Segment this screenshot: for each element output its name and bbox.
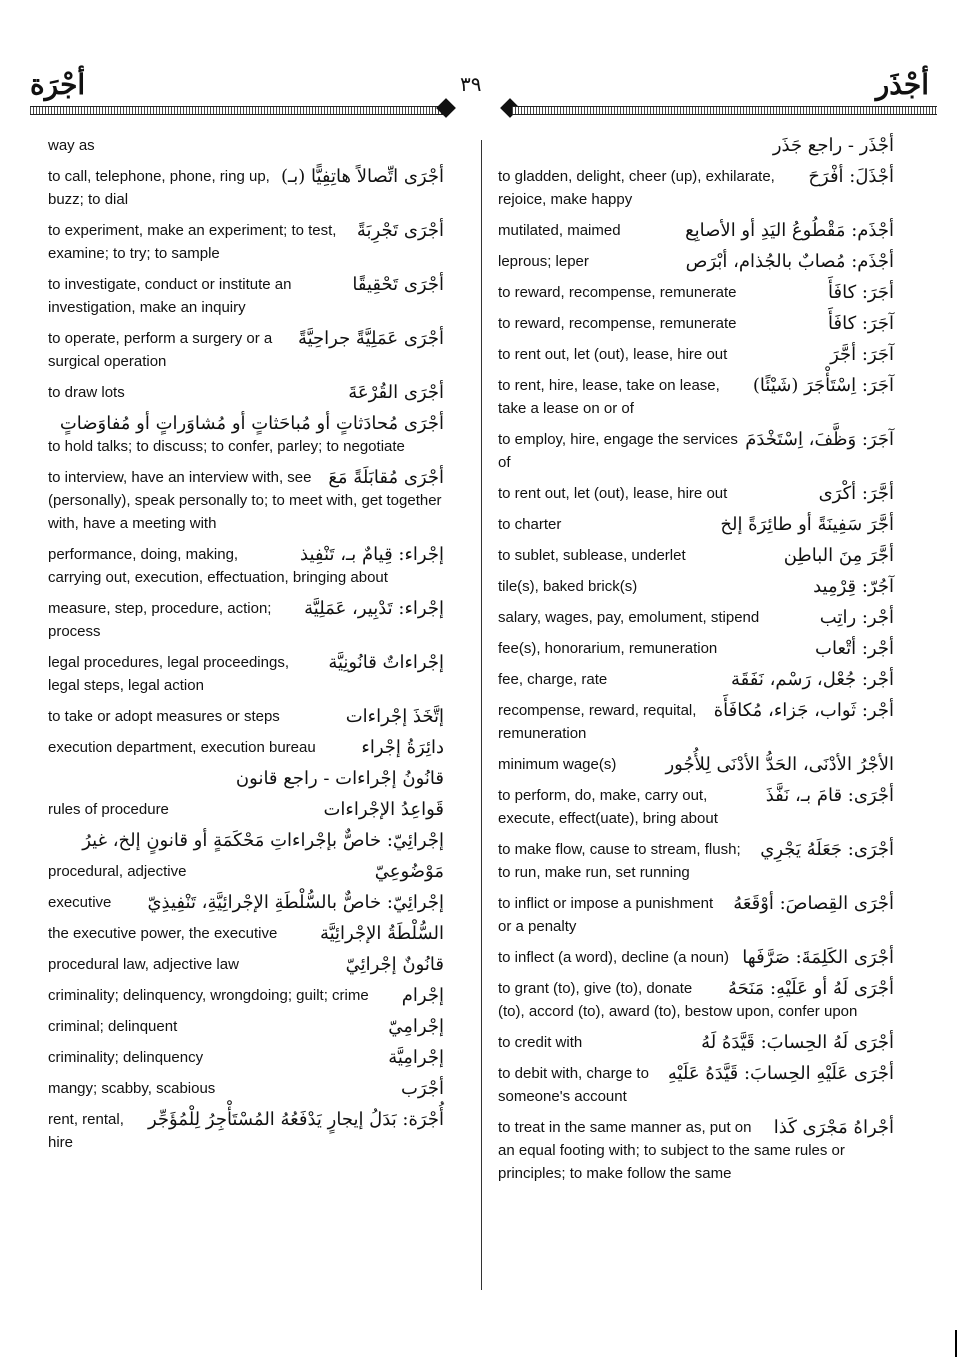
dictionary-entry: [48, 829, 444, 852]
arabic-headword: آجُرّ: قِرْمِيد: [813, 576, 894, 597]
header-rule-right: [512, 106, 937, 115]
arabic-headword: أجَّرَ سَفِينَةً أو طائِرَةً إلخ: [720, 514, 894, 535]
dictionary-entry: [498, 513, 894, 536]
arabic-headword: أجْرَى لَهُ الحِسابَ: قَيَّدَهُ لَهُ: [701, 1032, 894, 1053]
arabic-headword: إجْرامِيّ: [388, 1016, 444, 1037]
dictionary-entry: [498, 892, 894, 938]
english-definition: to operate, perform a surgery or a surgical operation: [48, 330, 273, 370]
right-column: [498, 134, 894, 1193]
arabic-headword: أجْر: ثَواب، جَزاء، مُكافَأَة: [713, 700, 894, 721]
arabic-headword: أجْرَى عَلَيْهِ الحِسابَ: قَيَّدَهُ عَلَيْهِ: [667, 1063, 894, 1084]
english-definition: rules of procedure: [48, 801, 169, 818]
dictionary-entry: [48, 651, 444, 697]
dictionary-entry: [48, 543, 444, 589]
left-column: [48, 134, 444, 1162]
arabic-headword: أجْرَى تَجْرِبَةً: [356, 220, 444, 241]
arabic-headword: أجْرَى الكَلِمَةَ: صَرَّفَها: [742, 947, 894, 968]
dictionary-entry: [498, 1116, 894, 1185]
arabic-headword: أجْرَى مُقابَلَةً مَعَ: [328, 467, 444, 488]
page-number: ٣٩: [460, 72, 482, 96]
dictionary-entry: [48, 736, 444, 759]
english-definition: to rent out, let (out), lease, hire out: [498, 485, 728, 502]
english-definition: to inflict or impose a punishment or a penalty: [498, 895, 714, 935]
arabic-headword: إتَّخَذَ إجْراءات: [345, 706, 444, 727]
arabic-headword: أجْرَى مُحادَثاتٍ أو مُباحَثاتٍ أو مُشاوَراتٍ أو مُفاوَضاتٍ: [59, 413, 444, 434]
english-definition: to draw lots: [48, 384, 125, 401]
english-definition: to experiment, make an experiment; to test, examine; to try; to sample: [48, 222, 337, 262]
english-definition: to rent, hire, lease, take on lease, take a lease on or of: [498, 377, 720, 417]
english-definition: the executive power, the executive: [48, 925, 278, 942]
english-definition: to inflect (a word), decline (a noun): [498, 949, 729, 966]
dictionary-entry: [48, 1046, 444, 1069]
english-definition: fee, charge, rate: [498, 671, 608, 688]
dictionary-entry: [48, 165, 444, 211]
english-definition: rent, rental, hire: [48, 1111, 124, 1151]
dictionary-entry: [48, 860, 444, 883]
dictionary-entry: [48, 705, 444, 728]
english-definition: executive: [48, 894, 112, 911]
header-left-word: أجْرَة: [30, 68, 86, 101]
arabic-headword: إجْراءاتٌ قانُونِيَّة: [328, 652, 444, 673]
dictionary-entry: [498, 219, 894, 242]
english-definition: to employ, hire, engage the services of: [498, 431, 738, 471]
arabic-headword: مَوْضُوعِيّ: [374, 861, 444, 882]
arabic-headword: أجْر: راتِب: [819, 607, 894, 628]
arabic-headword: إجْرام: [401, 985, 444, 1006]
arabic-headword: أجْر: جُعْل، رَسْم، نَفَقَة: [731, 669, 894, 690]
english-definition: criminality; delinquency: [48, 1049, 204, 1066]
english-definition: to credit with: [498, 1034, 583, 1051]
arabic-headword: أجْرَى اتِّصالاً هاتِفِيًّا (بـ): [280, 166, 444, 187]
english-definition: salary, wages, pay, emolument, stipend: [498, 609, 760, 626]
arabic-headword: أجْرَب: [400, 1078, 444, 1099]
arabic-headword: دائِرَةُ إجْراء: [361, 737, 444, 758]
english-definition: to interview, have an interview with, see (personally), speak personally to; to meet with, get together with, have a meeting with: [48, 469, 442, 532]
arabic-headword: إجْرائِيّ: خاصٌّ بالسُّلْطَةِ الإجْرائِيَّةِ، تَنْفِيذِيّ: [147, 892, 444, 913]
english-definition: to grant (to), give (to), donate (to), accord (to), award (to), bestow upon, confer upon: [498, 980, 858, 1020]
dictionary-entry: [48, 767, 444, 790]
dictionary-entry: [498, 374, 894, 420]
arabic-headword: أجْرَى لَهُ أو عَلَيْهِ: مَنَحَهُ: [727, 978, 894, 999]
dictionary-entry: [48, 891, 444, 914]
dictionary-entry: [498, 668, 894, 691]
dictionary-entry: [498, 134, 894, 157]
dictionary-entry: [48, 327, 444, 373]
english-definition: to hold talks; to discuss; to confer, parley; to negotiate: [48, 438, 405, 455]
arabic-headword: أجْرَى: قامَ بـ، نَفَّذَ: [765, 785, 894, 806]
english-definition: performance, doing, making, carrying out, execution, effectuation, bringing about: [48, 546, 388, 586]
arabic-headword: أجْرَى عَمَلِيَّةً جراحِيَّةً: [297, 328, 444, 349]
arabic-headword: أجْذَم: مَقْطُوعُ اليَدِ أو الأصابِع: [685, 220, 894, 241]
arabic-headword: الأجْرُ الأدْنَى، الحَدُّ الأدْنَى لِلأُجُور: [665, 754, 894, 775]
dictionary-entry: [498, 784, 894, 830]
arabic-headword: أجَّرَ مِنَ الباطِن: [783, 545, 894, 566]
english-definition: to make flow, cause to stream, flush; to run, make run, set running: [498, 841, 741, 881]
dictionary-entry: [48, 134, 444, 157]
dictionary-entry: [48, 597, 444, 643]
arabic-headword: آجَرَ: اِسْتَأْجَرَ (شَيْئًا): [752, 375, 894, 396]
dictionary-entry: [48, 466, 444, 535]
english-definition: fee(s), honorarium, remuneration: [498, 640, 718, 657]
dictionary-entry: [498, 165, 894, 211]
english-definition: criminal; delinquent: [48, 1018, 178, 1035]
dictionary-entry: [498, 838, 894, 884]
arabic-headword: أجْذَم: مُصابٌ بالجُذام، أبْرَص: [685, 251, 894, 272]
dictionary-entry: [48, 412, 444, 458]
dictionary-entry: [498, 544, 894, 567]
dictionary-entry: [48, 1108, 444, 1154]
dictionary-entry: [48, 984, 444, 1007]
english-definition: leprous; leper: [498, 253, 589, 270]
arabic-headword: قَواعِدُ الإجْراءات: [323, 799, 444, 820]
dictionary-entry: [498, 343, 894, 366]
dictionary-entry: [498, 281, 894, 304]
english-definition: to rent out, let (out), lease, hire out: [498, 346, 728, 363]
arabic-headword: أجْراهُ مَجْرَى كَذا: [773, 1117, 894, 1138]
english-definition: to sublet, sublease, underlet: [498, 547, 686, 564]
english-definition: mangy; scabby, scabious: [48, 1080, 216, 1097]
arabic-headword: آجَرَ: أجَّرَ: [830, 344, 894, 365]
dictionary-entry: [498, 428, 894, 474]
dictionary-entry: [498, 312, 894, 335]
dictionary-entry: [48, 798, 444, 821]
header-right-word: أجْذَر: [875, 68, 929, 101]
english-definition: tile(s), baked brick(s): [498, 578, 638, 595]
dictionary-entry: [498, 250, 894, 273]
arabic-headword: أجْرَى القُرْعَةَ: [348, 382, 444, 403]
arabic-headword: آجَرَ: كافَأَ: [828, 313, 894, 334]
english-definition: to call, telephone, phone, ring up, buzz; to dial: [48, 168, 270, 208]
arabic-headword: أجَّرَ: أكْرَى: [818, 483, 894, 504]
english-definition: to debit with, charge to someone's account: [498, 1065, 649, 1105]
english-definition: execution department, execution bureau: [48, 739, 316, 756]
english-definition: to take or adopt measures or steps: [48, 708, 280, 725]
arabic-headword: أجَرَ: كافَأَ: [828, 282, 894, 303]
dictionary-entry: [498, 1062, 894, 1108]
arabic-headword: السُّلْطَةُ الإجْرائِيَّة: [319, 923, 444, 944]
column-divider: [481, 140, 482, 1290]
english-definition: mutilated, maimed: [498, 222, 621, 239]
dictionary-entry: [48, 1015, 444, 1038]
dictionary-entry: [498, 946, 894, 969]
dictionary-entry: [498, 575, 894, 598]
arabic-headword: أجْرَى تَحْقِيقًا: [352, 274, 444, 295]
dictionary-entry: [498, 977, 894, 1023]
dictionary-entry: [48, 219, 444, 265]
dictionary-entry: [498, 482, 894, 505]
dictionary-entry: [498, 699, 894, 745]
arabic-headword: أجْذَلَ: أفْرَحَ: [808, 166, 894, 187]
english-definition: to reward, recompense, remunerate: [498, 284, 737, 301]
header-rule-left: [30, 106, 445, 115]
arabic-headword: أجْر: أتْعاب: [815, 638, 894, 659]
arabic-headword: أجْذَر - راجع جَذَر: [772, 135, 894, 156]
english-definition: to perform, do, make, carry out, execute, effect(uate), bring about: [498, 787, 718, 827]
dictionary-entry: [48, 273, 444, 319]
english-definition: minimum wage(s): [498, 756, 617, 773]
dictionary-entry: [498, 606, 894, 629]
dictionary-entry: [498, 637, 894, 660]
arabic-headword: إجْراء: قِيامٌ بـ، تَنْفِيذ: [300, 544, 444, 565]
english-definition: to reward, recompense, remunerate: [498, 315, 737, 332]
english-definition: to gladden, delight, cheer (up), exhilarate, rejoice, make happy: [498, 168, 775, 208]
english-definition: legal procedures, legal proceedings, legal steps, legal action: [48, 654, 289, 694]
dictionary-entry: [48, 1077, 444, 1100]
dictionary-entry: [48, 381, 444, 404]
english-definition: criminality; delinquency, wrongdoing; guilt; crime: [48, 987, 369, 1004]
arabic-headword: أُجْرَة: بَدَلُ إيجارٍ يَدْفَعُهُ المُسْتَأْجِرُ لِلْمُؤَجِّر: [147, 1109, 444, 1130]
arabic-headword: إجْراء: تَدْبِير، عَمَلِيَّة: [304, 598, 444, 619]
arabic-headword: آجَرَ: وَظَّفَ، اِسْتَخْدَمَ: [745, 429, 894, 450]
english-definition: procedural law, adjective law: [48, 956, 239, 973]
arabic-headword: إجْرامِيَّة: [388, 1047, 444, 1068]
dictionary-entry: [48, 953, 444, 976]
arabic-headword: قانُونُ إجْراءات - راجع قانون: [235, 768, 444, 789]
dictionary-entry: [498, 1031, 894, 1054]
dictionary-entry: [498, 753, 894, 776]
english-definition: recompense, reward, requital, remuneration: [498, 702, 697, 742]
english-definition: way as: [48, 137, 95, 154]
english-definition: to charter: [498, 516, 562, 533]
arabic-headword: إجْرائِيّ: خاصٌّ بإجْراءاتِ مَحْكَمَةٍ أو قانونٍ إلخ، غيرُ: [82, 830, 444, 851]
english-definition: procedural, adjective: [48, 863, 187, 880]
arabic-headword: أجْرَى: جَعَلَهُ يَجْرِي: [760, 839, 894, 860]
dictionary-entry: [48, 922, 444, 945]
english-definition: to investigate, conduct or institute an investigation, make an inquiry: [48, 276, 292, 316]
english-definition: measure, step, procedure, action; process: [48, 600, 272, 640]
english-definition: to treat in the same manner as, put on an equal footing with; to subject to the same rules or principles; to make follow the same: [498, 1119, 845, 1182]
arabic-headword: أجْرَى القِصاصَ: أوْقَعَهُ: [733, 893, 894, 914]
arabic-headword: قانُونٌ إجْرائِيّ: [345, 954, 444, 975]
